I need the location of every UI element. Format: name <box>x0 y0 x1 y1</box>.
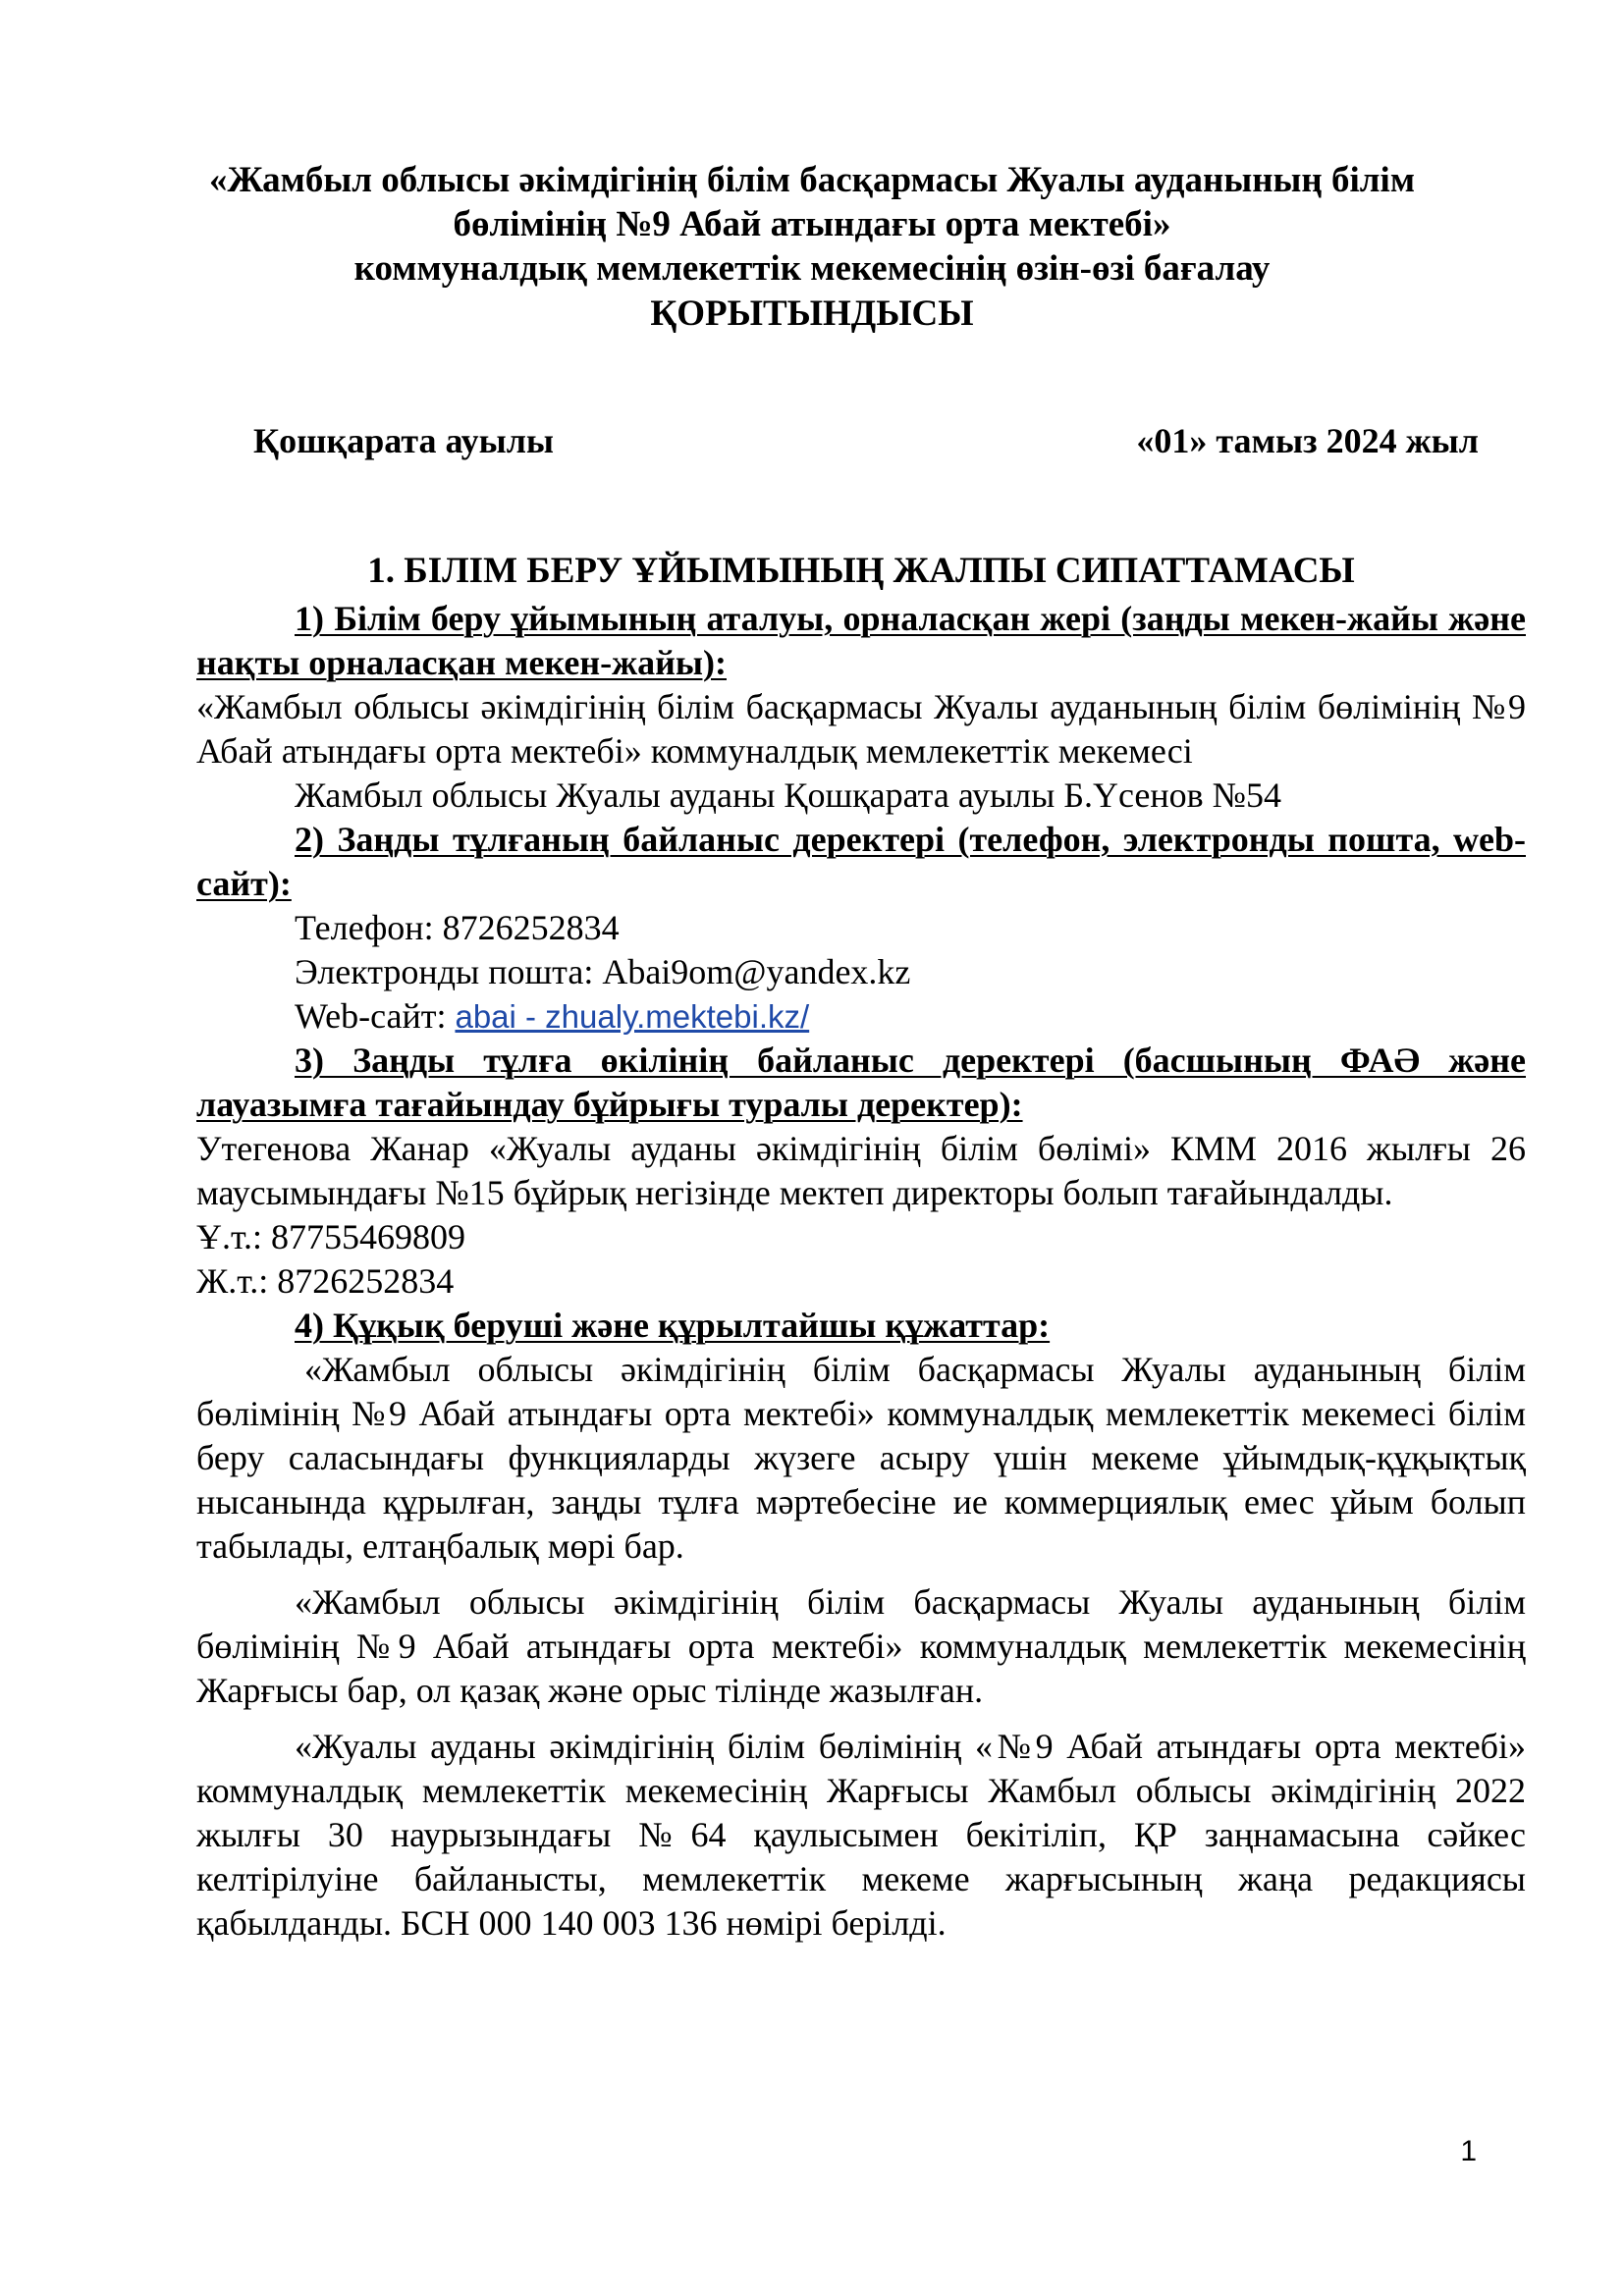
director-mobile-phone: Ұ.т.: 87755469809 <box>196 1217 466 1256</box>
section-1 <box>196 597 1526 1946</box>
doc-title-line-2: бөлімінің №9 Абай атындағы орта мектебі» <box>453 204 1171 244</box>
subsection-3-heading: 3) Заңды тұлға өкілінің байланыс деректері (басшының ФАӘ және лауазымға тағайындау бұйрығы туралы деректер): <box>196 1041 1526 1124</box>
organization-full-name: «Жамбыл облысы әкімдігінің білім басқармасы Жуалы ауданының білім бөлімінің №9 Абай атындағы орта мектебі» коммуналдық мемлекеттік мекемесі <box>196 687 1526 771</box>
subsection-1-heading: 1) Білім беру ұйымының аталуы, орналасқан жері (заңды мекен-жайы және нақты орналасқан мекен-жайы): <box>196 599 1526 682</box>
doc-title-line-4: ҚОРЫТЫНДЫСЫ <box>650 294 974 334</box>
doc-title-line-1: «Жамбыл облысы әкімдігінің білім басқармасы Жуалы ауданының білім <box>208 160 1416 200</box>
place-name: Қошқарата ауылы <box>253 421 555 460</box>
founding-docs-paragraph-3: «Жуалы ауданы әкімдігінің білім бөлімінің «№9 Абай атындағы орта мектебі» коммуналдық мемлекеттік мекемесінің Жарғысы Жамбыл облысы әкімдігінің 2022 жылғы 30 наурызындағы №64 қаулысымен бекітіліп, ҚР заңнамасына сәйкес келтірілуіне байланысты, мемлекеттік мекеме жарғысының жаңа редакциясы қабылданды. БСН 000 140 003 136 нөмірі берілді. <box>196 1727 1526 1943</box>
contact-phone: Телефон: 8726252834 <box>295 908 620 947</box>
director-work-phone: Ж.т.: 8726252834 <box>196 1261 455 1301</box>
website-link[interactable]: abai - zhualy.mektebi.kz/ <box>455 998 810 1035</box>
director-appointment-text: Утегенова Жанар «Жуалы ауданы әкімдігінің білім бөлімі» КММ 2016 жылғы 26 маусымындағы №15 бұйрық негізінде мектеп директоры болып тағайындалды. <box>196 1129 1526 1212</box>
contact-email: Электронды пошта: Abai9om@yandex.kz <box>295 952 911 991</box>
website-label: Web-сайт: <box>295 996 456 1036</box>
contact-website <box>196 994 1526 1039</box>
legal-address: Жамбыл облысы Жуалы ауданы Қошқарата ауылы Б.Үсенов №54 <box>295 775 1281 815</box>
founding-docs-paragraph-1: «Жамбыл облысы әкімдігінің білім басқармасы Жуалы ауданының білім бөлімінің №9 Абай атындағы орта мектебі» коммуналдық мемлекеттік мекемесі білім беру саласындағы функцияларды жүзеге асыру үшін мекеме ұйымдық-құқықтық нысанында құрылған, заңды тұлға мәртебесіне ие коммерциялық емес ұйым болып табылады, елтаңбалық мөрі бар. <box>196 1350 1526 1566</box>
subsection-4-heading: 4) Құқық беруші және құрылтайшы құжаттар: <box>295 1306 1051 1345</box>
page-number: 1 <box>1460 2135 1477 2167</box>
section-heading: 1. БІЛІМ БЕРУ ҰЙЫМЫНЫҢ ЖАЛПЫ СИПАТТАМАСЫ <box>367 551 1355 591</box>
doc-title-line-3: коммуналдық мемлекеттік мекемесінің өзін-өзі бағалау <box>353 248 1271 289</box>
subsection-2-heading: 2) Заңды тұлғаның байланыс деректері (телефон, электронды пошта, web-сайт): <box>196 820 1526 903</box>
founding-docs-paragraph-2: «Жамбыл облысы әкімдігінің білім басқармасы Жуалы ауданының білім бөлімінің №9 Абай атындағы орта мектебі» коммуналдық мемлекеттік мекемесінің Жарғысы бар, ол қазақ және орыс тілінде жазылған. <box>196 1582 1526 1710</box>
document-date: «01» тамыз 2024 жыл <box>1136 421 1479 460</box>
